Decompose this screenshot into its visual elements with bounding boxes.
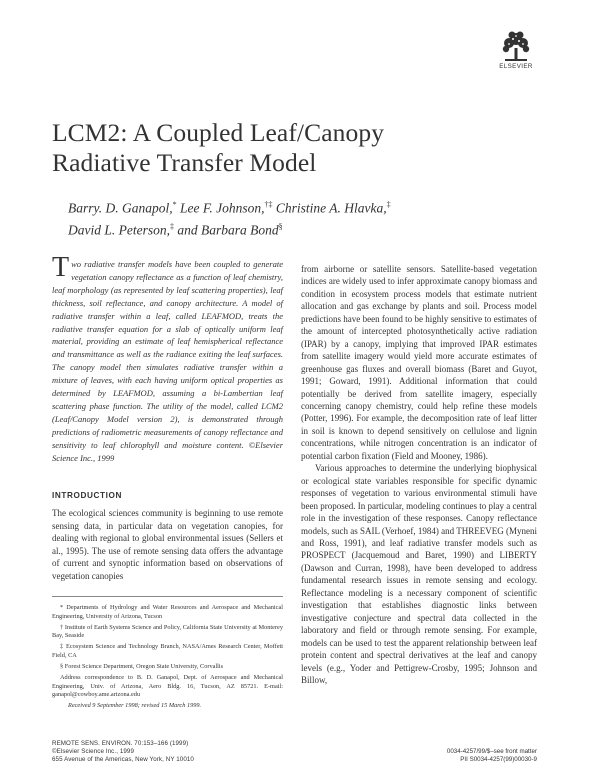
footnote-affiliation: § Forest Science Department, Oregon State University, Corvallis: [60, 663, 224, 671]
author-affiliation-mark: †‡: [264, 200, 273, 209]
right-column-text: [301, 263, 537, 686]
author-affiliation-mark: ‡: [386, 200, 391, 209]
right-column-paragraph-1: from airborne or satellite sensors. Satellite-based vegetation indices are widely used to infer approximate canopy biomass and condition in ecosystem process models that estimate nutrient allocation and gas exchange by plants and soil. Process model predictions have been found to be highly sensitive to estimates of the amount of intercepted photosynthetically active radiation (IPAR) by a canopy, implying that improved IPAR estimates from satellite imagery would yield more accurate estimates of greenhouse gas fluxes and overall biomass (Baret and Guyot, 1991; Goward, 1991). Additional information that could potentially be derived from satellite imagery, especially concerning canopy chemistry, could help refine these models (Potter, 1996). For example, the decomposition rate of leaf litter in soil is known to depend sensitively on cellulose and lignin concentrations, while nitrogen concentration is an indicator of potential carbon fixation (Field and Mooney, 1986).: [301, 264, 537, 461]
author-name: and Barbara Bond: [174, 222, 279, 237]
footnote-divider: [52, 596, 283, 597]
author-affiliation-mark: §: [278, 221, 283, 231]
paper-title: [52, 118, 384, 178]
footnote-affiliation: † Institute of Earth Systems Science and Policy, California State University at Monterey Bay, Seaside: [52, 623, 283, 640]
right-column-paragraph-2: Various approaches to determine the underlying biophysical or ecological state variables responsible for specific dynamic responses of vegetation to various environmental stimuli have been proposed. In particular, modeling continues to play a central role in the investigation of these responses. Canopy reflectance models, such as SAIL (Verhoef, 1984) and THREEVEG (Myneni and Ross, 1991), and leaf radiative transfer models such as PROSPECT (Jacquemoud and Baret, 1990) and LIBERTY (Dawson and Curran, 1998), have been developed to address fundamental research issues in remote sensing and ecology. Reflectance modeling is a necessary component of scientific investigation that establishes diagnostic links between investigative conjecture and spectral data collected in the laboratory and field or through remote sensing. For example, models can be used to test the apparent relationship between leaf protein content and spectral derivatives at the leaf and canopy levels (e.g., Yoder and Pettigrew-Crosby, 1995; Johnson and Billow,: [301, 463, 537, 685]
journal-copyright: ©Elsevier Science Inc., 1999: [52, 747, 134, 755]
author-line-1: [68, 196, 391, 218]
issn-line: 0034-4257/99/$–see front matter: [446, 748, 537, 755]
author-name: Barry. D. Ganapol,: [68, 200, 173, 216]
author-name: Lee F. Johnson,: [176, 200, 265, 216]
footnotes: [52, 604, 283, 714]
abstract: [52, 252, 283, 465]
abstract-text: wo radiative transfer models have been coupled to generate vegetation canopy reflectance as a function of leaf chemistry, leaf morphology (as represented by leaf scattering properties), leaf thickness, soil reflectance, and canopy architecture. A model of radiative transfer within a leaf, called LEAFMOD, treats the radiative transfer equation for a slab of optically uniform leaf material, providing an estimate of leaf hemispherical reflectance and transmittance as well as the radiance exiting the leaf surfaces. The canopy model then simulates radiative transfer within a mixture of leaves, with each having uniform optical properties as determined by LEAFMOD, assuming a bi-Lambertian leaf scattering phase function. The utility of the model, called LCM2 (Leaf/Canopy Model version 2), is demonstrated through predictions of radiometric measurements of canopy reflectance and sensitivity to leaf chlorophyll and moisture content. ©Elsevier Science Inc., 1999: [52, 259, 283, 463]
author-name: David L. Peterson,: [68, 222, 170, 237]
elsevier-logo-text: ELSEVIER: [499, 63, 533, 70]
journal-citation: REMOTE SENS. ENVIRON. 70:153–166 (1999): [52, 740, 189, 747]
footnote-affiliation: * Departments of Hydrology and Water Resources and Aerospace and Mechanical Engineering, University of Arizona, Tucson: [52, 604, 283, 620]
issn-footer: [380, 748, 537, 764]
publisher-address: 655 Avenue of the Americas, New York, NY 10010: [52, 755, 194, 763]
journal-footer: [52, 740, 194, 763]
title-line-1: LCM2: A Coupled Leaf/Canopy: [52, 118, 385, 147]
elsevier-logo: [497, 30, 535, 70]
received-dates: Received 9 September 1998; revised 15 March 1999.: [68, 702, 202, 710]
section-heading-introduction: INTRODUCTION: [52, 491, 122, 500]
author-affiliation-mark: *: [172, 200, 177, 209]
abstract-dropcap: T: [52, 252, 70, 283]
author-name: Christine A. Hlavka,: [272, 200, 387, 216]
introduction-paragraph-left: The ecological sciences community is beginning to use remote sensing data, in particular data on vegetation canopies, for dealing with regional to global environmental issues (Sellers et al., 1995). The use of remote sensing data offers the advantage of current and synoptic information based on observations of vegetation canopies: [52, 508, 283, 581]
title-line-2: Radiative Transfer Model: [52, 148, 317, 177]
elsevier-tree-icon: [501, 30, 531, 62]
pii-line: PII S0034-4257(99)00030-9: [460, 755, 537, 763]
footnote-affiliation: ‡ Ecosystem Science and Technology Branch, NASA/Ames Research Center, Moffett Field, CA: [52, 643, 283, 659]
author-line-2: [68, 218, 391, 240]
author-affiliation-mark: ‡: [170, 221, 174, 231]
footnote-correspondence: Address correspondence to B. D. Ganapol, Dept. of Aerospace and Mechanical Engineering, Univ. of Arizona, Aero Bldg. 16, Tucson, AZ 85721. E-mail: ganapol@cowboy.ame.arizona.edu: [52, 674, 283, 699]
author-list: [68, 196, 391, 239]
